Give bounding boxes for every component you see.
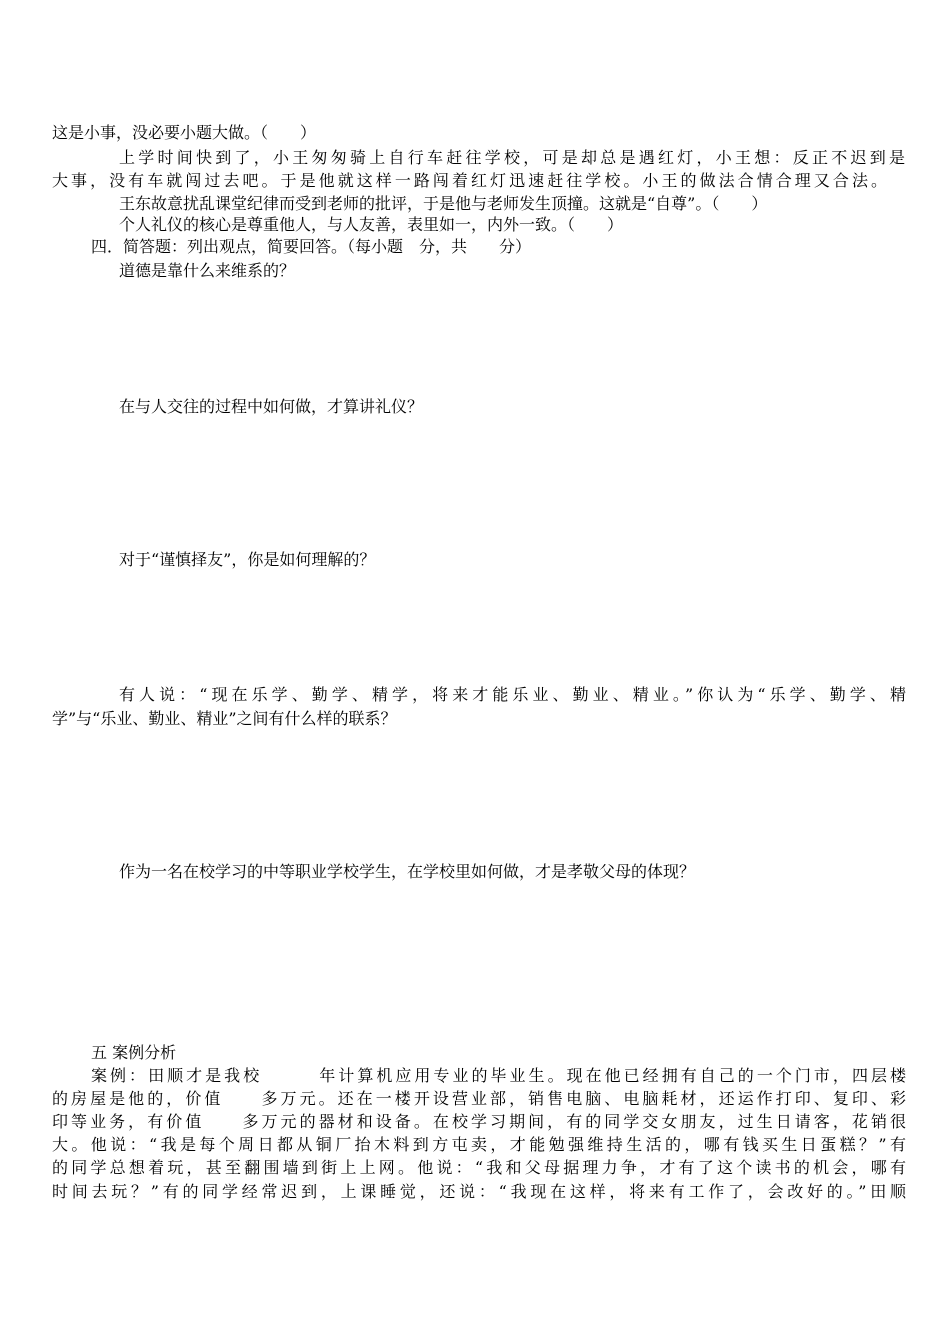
question-text: 道德是靠什么来维系的？ xyxy=(119,261,296,280)
text-line: 上学时间快到了，小王匆匆骑上自行车赶往学校，可是却总是遇红灯，小王想：反正不迟到是 xyxy=(119,148,905,167)
question-text: 在与人交往的过程中如何做，才算讲礼仪？ xyxy=(119,397,424,416)
section-heading: 五 案例分析 xyxy=(91,1043,177,1062)
section-heading: 四．简答题：列出观点，简要回答。（每小题 分，共 分） xyxy=(91,237,532,256)
question-text: 作为一名在校学习的中等职业学校学生，在学校里如何做，才是孝敬父母的体现？ xyxy=(119,862,696,881)
question-text: 有人说：“现在乐学、勤学、精学，将来才能乐业、勤业、精业。”你认为“乐学、勤学、精 xyxy=(119,685,906,704)
text-line: 这是小事，没必要小题大做。（ ） xyxy=(52,123,317,142)
case-text-line: 的同学总想着玩，甚至翻围墙到街上上网。他说：“我和父母据理力争，才有了这个读书的机会，哪有 xyxy=(52,1158,906,1177)
case-text-line: 的房屋是他的，价值 多万元。还在一楼开设营业部，销售电脑、电脑耗材，还运作打印、复印、彩 xyxy=(52,1089,906,1108)
text-line: 大事，没有车就闯过去吧。于是他就这样一路闯着红灯迅速赶往学校。小王的做法合情合理又合法。 xyxy=(52,171,887,190)
case-text-line: 印等业务，有价值 多万元的器材和设备。在校学习期间，有的同学交女朋友，过生日请客，花销很 xyxy=(52,1112,906,1131)
question-text: 学”与“乐业、勤业、精业”之间有什么样的联系？ xyxy=(52,709,397,728)
question-text: 对于“谨慎择友”，你是如何理解的？ xyxy=(119,550,376,569)
case-text-line: 大。他说：“我是每个周日都从铜厂抬木料到方屯卖，才能勉强维持生活的，哪有钱买生日蛋糕？”有 xyxy=(52,1135,906,1154)
text-line: 个人礼仪的核心是尊重他人，与人友善，表里如一，内外一致。（ ） xyxy=(119,215,624,234)
text-line: 王东故意扰乱课堂纪律而受到老师的批评，于是他与老师发生顶撞。这就是“自尊”。（ ） xyxy=(119,194,768,213)
case-text-line: 时间去玩？”有的同学经常迟到，上课睡觉，还说：“我现在这样，将来有工作了，会改好的。”田顺 xyxy=(52,1182,906,1201)
case-text-line: 案例：田顺才是我校 年计算机应用专业的毕业生。现在他已经拥有自己的一个门市，四层楼 xyxy=(91,1066,906,1085)
